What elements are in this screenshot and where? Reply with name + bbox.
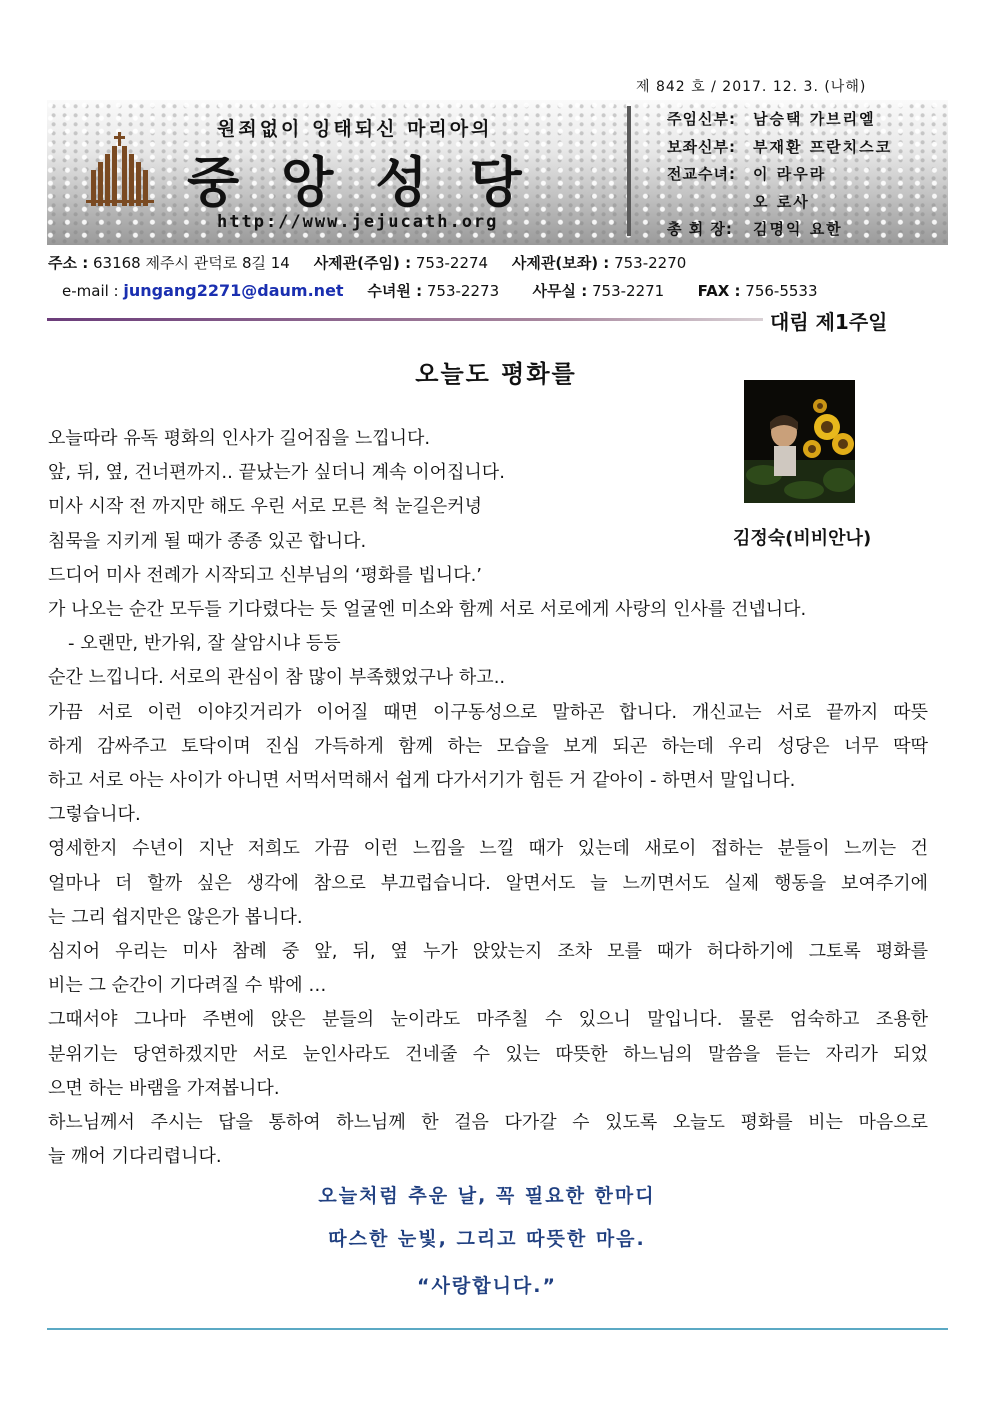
staff-row: 총 회 장: 김명익 요한 (667, 220, 843, 238)
article-line: 하게 감싸주고 토닥이며 진심 가득하게 함께 하는 모습을 보게 되곤 하는데 우리 성당은 너무 딱딱 (48, 735, 928, 757)
article-line: 하고 서로 아는 사이가 아니면 서먹서먹해서 쉽게 다가서기가 힘든 거 같아이 - 하면서 말입니다. (48, 770, 796, 792)
motto: 원죄없이 잉태되신 마리아의 (217, 118, 493, 140)
website-link[interactable]: http://www.jejucath.org (217, 212, 499, 232)
rectory-main-label: 사제관(주임) : (313, 254, 412, 272)
staff-row: 주임신부: 남승택 가브리엘 (667, 110, 876, 128)
liturgical-day: 대림 제1주일 (770, 310, 888, 334)
article-line: 비는 그 순간이 기다려질 수 밖에 … (48, 975, 327, 997)
article-line: 얼마나 더 할까 싶은 생각에 참으로 부끄럽습니다. 알면서도 늘 느끼면서도 실제 행동을 보여주기에 (48, 872, 928, 894)
article-line: 는 그리 쉽지만은 않은가 봅니다. (48, 906, 303, 928)
staff-row: 보좌신부: 부재환 프란치스코 (667, 137, 893, 156)
article-line: 영세한지 수년이 지난 저희도 가끔 이런 느낌을 느낄 때가 있는데 새로이 접하는 분들이 느끼는 건 (48, 838, 928, 860)
banner-divider (627, 106, 631, 236)
contact-row-2 (62, 280, 818, 301)
article-line: 가 나오는 순간 모두들 기다렸다는 듯 얼굴엔 미소와 함께 서로 서로에게 사랑의 인사를 건넵니다. (48, 599, 807, 621)
rectory-main-phone: 753-2274 (415, 254, 489, 272)
article-line: 침묵을 지키게 될 때가 종종 있곤 합니다. (48, 530, 367, 552)
church-logo-icon (85, 132, 155, 206)
closing-line: 오늘처럼 추운 날, 꼭 필요한 한마디 (318, 1185, 656, 1207)
fax-label: FAX : (697, 282, 741, 300)
office-phone: 753-2271 (591, 282, 665, 300)
closing-line: “사랑합니다.” (417, 1275, 557, 1297)
article-line: 드디어 미사 전례가 시작되고 신부님의 ‘평화를 빕니다.’ (48, 564, 483, 586)
footer-divider (47, 1328, 948, 1330)
article-line: 늘 깨어 기다리렵니다. (48, 1146, 222, 1168)
article-line: 그렇습니다. (48, 804, 141, 826)
article-line: - 오랜만, 반가워, 잘 살암시냐 등등 (68, 633, 341, 655)
article-line: 심지어 우리는 미사 참례 중 앞, 뒤, 옆 누가 앉았는지 조차 모를 때가 허다하기에 그토록 평화를 (48, 941, 928, 963)
address-label: 주소 : (48, 254, 89, 272)
header-separator (47, 318, 763, 321)
email-label: e-mail : (62, 282, 119, 300)
closing-line: 따스한 눈빛, 그리고 따뜻한 마음. (328, 1228, 646, 1250)
article-line: 앞, 뒤, 옆, 건너편까지.. 끝났는가 싶더니 계속 이어집니다. (48, 462, 505, 484)
fax-number: 756-5533 (745, 282, 818, 300)
convent-phone: 753-2273 (426, 282, 500, 300)
author-name: 김정숙(비비안나) (733, 528, 872, 549)
article-title: 오늘도 평화를 (415, 360, 577, 388)
address: 63168 제주시 관덕로 8길 14 (92, 254, 290, 272)
church-name: 중앙성당 (187, 151, 564, 214)
office-label: 사무실 : (532, 282, 588, 300)
article-line: 순간 느낍니다. 서로의 관심이 참 많이 부족했었구나 하고.. (48, 667, 506, 689)
article-body (48, 422, 928, 1174)
rectory-assist-label: 사제관(보좌) : (511, 254, 610, 272)
staff-row: 오 로사 (753, 192, 810, 211)
article-line: 오늘따라 유독 평화의 인사가 길어짐을 느낍니다. (48, 428, 431, 449)
contact-row-1 (48, 252, 686, 273)
staff-list (667, 106, 892, 244)
article-line: 하느님께서 주시는 답을 통하여 하느님께 한 걸음 다가갈 수 있도록 오늘도 평화를 비는 마음으로 (48, 1112, 928, 1134)
convent-label: 수녀원 : (367, 282, 423, 300)
email-link[interactable]: jungang2271@daum.net (123, 281, 344, 300)
rectory-assist-phone: 753-2270 (614, 254, 687, 272)
article-line: 그때서야 그나마 주변에 앉은 분들의 눈이라도 마주칠 수 있으니 말입니다. 물론 엄숙하고 조용한 (48, 1009, 928, 1031)
article-line: 가끔 서로 이런 이야깃거리가 이어질 때면 이구동성으로 말하곤 합니다. 개신교는 서로 끝까지 따뜻 (48, 701, 928, 723)
issue-number: 제 842 호 / 2017. 12. 3. (나해) (636, 79, 867, 95)
article-line: 으면 하는 바램을 가져봅니다. (48, 1077, 280, 1099)
article-line: 미사 시작 전 까지만 해도 우린 서로 모른 척 눈길은커녕 (48, 496, 483, 518)
masthead-banner (47, 100, 948, 245)
staff-row: 전교수녀: 이 라우라 (667, 165, 827, 183)
article-line: 분위기는 당연하겠지만 서로 눈인사라도 건네줄 수 있는 따뜻한 하느님의 말씀을 듣는 자리가 되었 (48, 1043, 928, 1065)
